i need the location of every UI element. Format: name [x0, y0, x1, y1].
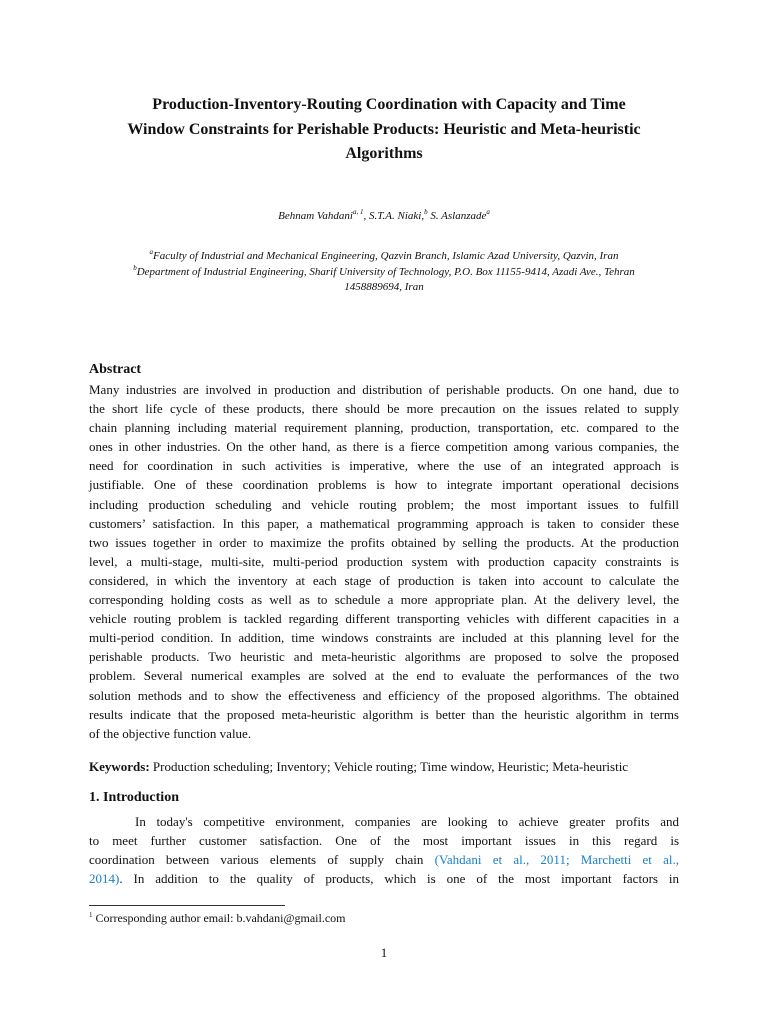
abstract-line: level, a multi-stage, multi-site, multi-period production system with production capacity constraints is [89, 553, 679, 569]
citation-link[interactable]: 2014) [89, 871, 120, 887]
footnote [89, 911, 346, 926]
abstract-line: customers’ satisfaction. In this paper, a mathematical programming approach is taken to consider these [89, 515, 679, 531]
abstract-line: of the objective function value. [89, 725, 252, 741]
abstract-line: including production scheduling and vehicle routing problem; the most important issues to fulfill [89, 496, 679, 512]
author-name: Behnam Vahdani [278, 210, 353, 222]
abstract-line: justifiable. One of these coordination problems is how to integrate important operational decisions [89, 477, 679, 493]
abstract-line: Many industries are involved in production and distribution of perishable products. On one hand, due to [89, 382, 679, 397]
abstract-line: results indicate that the proposed meta-heuristic algorithm is better than the heuristic algorithm in terms [89, 706, 679, 722]
affiliation-b-cont: 1458889694, Iran [344, 281, 424, 293]
author-superscript: a, 1 [352, 208, 364, 216]
intro-line: coordination between various elements of supply chain (Vahdani et al., 2011; Marchetti et al., [89, 852, 679, 868]
citation-link[interactable]: (Vahdani et al., 2011; Marchetti et al., [434, 852, 679, 868]
abstract-body [89, 380, 679, 743]
abstract-line: ones in other industries. On the other hand, as there is a fierce competition among various companies, the [89, 439, 679, 455]
intro-line: In today's competitive environment, companies are looking to achieve greater profits and [135, 814, 679, 829]
footnote-text: Corresponding author email: b.vahdani@gmail.com [92, 911, 346, 925]
author-name: , S.T.A. Niaki, [363, 210, 425, 222]
abstract-line: solution methods and to show the effectiveness and efficiency of the proposed algorithms. The obtained [89, 687, 679, 703]
author-superscript: a [486, 208, 490, 216]
keywords-text: Production scheduling; Inventory; Vehicle routing; Time window, Heuristic; Meta-heuristic [149, 759, 629, 774]
abstract-line: perishable products. Two heuristic and meta-heuristic algorithms are proposed to solve the proposed [89, 649, 679, 665]
footnote-divider [89, 905, 285, 906]
abstract-line: multi-period condition. In addition, time windows constraints are included at this planning level for the [89, 630, 679, 646]
abstract-line: chain planning including material requirement planning, production, transportation, etc. compared to the [89, 420, 679, 436]
title-line: Production-Inventory-Routing Coordination with Capacity and Time [152, 96, 626, 113]
title-line: Algorithms [345, 145, 423, 162]
section-heading-introduction: 1. Introduction [89, 790, 179, 805]
author-superscript: b [424, 208, 428, 216]
affiliation-b: $^b$Department of Industrial Engineering, Sharif University of Technology, P.O. Box 11155-9414, Azadi Ave., Tehran [133, 263, 635, 278]
abstract-line: considered, in which the inventory at each stage of production is taken into account to calculate the [89, 572, 679, 588]
intro-line: 2014). In addition to the quality of products, which is one of the most important factors in [89, 871, 679, 887]
footnote-marker: 1 [89, 911, 93, 919]
abstract-line: vehicle routing problem is tackled regarding different transporting vehicles with different capacities in a [89, 611, 679, 627]
author-list [0, 210, 768, 222]
intro-line: to meet further customer satisfaction. One of the most important issues in this regard is [89, 833, 679, 849]
abstract-line: the short life cycle of these products, there should be more precaution on the issues related to supply [89, 401, 679, 417]
keywords [89, 759, 628, 775]
keywords-label: Keywords: [89, 759, 150, 774]
abstract-line: need for coordination in such activities is imperative, where the use of an integrated approach is [89, 458, 679, 474]
introduction-body [89, 812, 679, 888]
affiliation-a: $^a$Faculty of Industrial and Mechanical Engineering, Qazvin Branch, Islamic Azad University, Qazvin, Iran [149, 248, 619, 262]
paper-title [90, 93, 678, 167]
abstract-line: corresponding holding costs as well as to schedule a more appropriate plan. At the delivery level, the [89, 592, 679, 608]
abstract-line: two issues together in order to maximize the profits obtained by selling the products. At the production [89, 534, 679, 550]
abstract-line: problem. Several numerical examples are solved at the end to evaluate the performances of the two [89, 668, 679, 684]
title-line: Window Constraints for Perishable Products: Heuristic and Meta-heuristic [127, 120, 641, 138]
abstract-heading: Abstract [89, 362, 142, 377]
author-name: S. Aslanzade [427, 210, 487, 222]
page-number: 1 [380, 945, 388, 960]
affiliations [60, 249, 708, 296]
